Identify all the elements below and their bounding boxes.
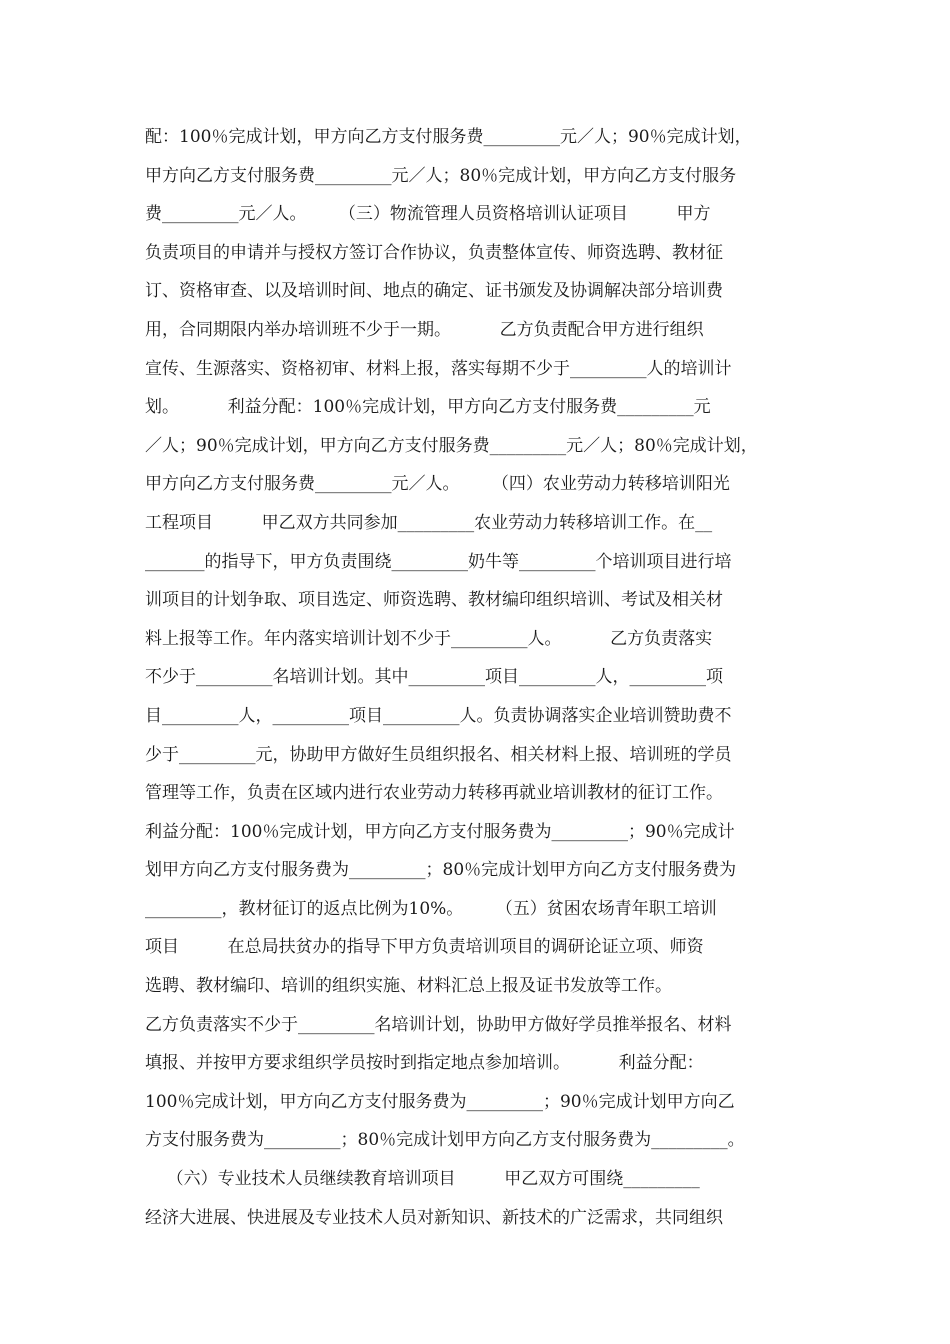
text-line: 用，合同期限内举办培训班不少于一期。 乙方负责配合甲方进行组织 [145,319,704,340]
text-line: ／人；90％完成计划，甲方向乙方支付服务费_________元／人；80％完成计划， [145,435,758,456]
text-line: _________，教材征订的返点比例为10%。 （五）贫困农场青年职工培训 [145,898,717,919]
text-line: 订、资格审查、以及培训时间、地点的确定、证书颁发及协调解决部分培训费 [145,281,723,302]
text-line: 选聘、教材编印、培训的组织实施、材料汇总上报及证书发放等工作。 [145,976,672,997]
contract-body-text [145,118,825,1237]
text-line: 宣传、生源落实、资格初审、材料上报，落实每期不少于_________人的培训计 [145,358,732,379]
text-line: 甲方向乙方支付服务费_________元／人。 （四）农业劳动力转移培训阳光 [145,474,730,495]
text-line: 料上报等工作。年内落实培训计划不少于_________人。 乙方负责落实 [145,628,713,649]
text-line: 甲方向乙方支付服务费_________元／人；80％完成计划，甲方向乙方支付服务 [145,165,737,186]
text-line: 不少于_________名培训计划。其中_________项目_________人，_________项 [145,667,723,688]
text-line: 乙方负责落实不少于_________名培训计划，协助甲方做好学员推举报名、材料 [145,1014,732,1035]
text-line: 训项目的计划争取、项目选定、师资选聘、教材编印组织培训、考试及相关材 [145,590,723,611]
text-line: 方支付服务费为_________；80％完成计划甲方向乙方支付服务费为_________。 [145,1130,745,1151]
text-line: _______的指导下，甲方负责围绕_________奶牛等_________个培训项目进行培 [145,551,732,572]
text-line: 配：100％完成计划，甲方向乙方支付服务费_________元／人；90％完成计划， [145,127,752,147]
text-line: （六）专业技术人员继续教育培训项目 甲乙双方可围绕_________ [145,1169,700,1190]
text-line: 填报、并按甲方要求组织学员按时到指定地点参加培训。 利益分配： [145,1053,704,1074]
text-line: 划。 利益分配：100％完成计划，甲方向乙方支付服务费_________元 [145,397,711,418]
text-line: 100％完成计划，甲方向乙方支付服务费为_________；90％完成计划甲方向乙 [145,1091,735,1112]
text-line: 负责项目的申请并与授权方签订合作协议，负责整体宣传、师资选聘、教材征 [145,242,723,263]
text-line: 利益分配：100％完成计划，甲方向乙方支付服务费为_________；90％完成计 [145,821,735,842]
text-line: 工程项目 甲乙双方共同参加_________农业劳动力转移培训工作。在__ [145,512,713,533]
text-line: 目_________人，_________项目_________人。负责协调落实企业培训赞助费不 [145,705,732,726]
text-line: 少于_________元，协助甲方做好生员组织报名、相关材料上报、培训班的学员 [145,744,732,765]
text-line: 经济大进展、快进展及专业技术人员对新知识、新技术的广泛需求，共同组织 [145,1207,723,1228]
text-line: 费_________元／人。 （三）物流管理人员资格培训认证项目 甲方 [145,204,711,225]
text-line: 管理等工作，负责在区域内进行农业劳动力转移再就业培训教材的征订工作。 [145,783,723,804]
text-line: 划甲方向乙方支付服务费为_________；80％完成计划甲方向乙方支付服务费为 [145,860,737,881]
text-line: 项目 在总局扶贫办的指导下甲方负责培训项目的调研论证立项、师资 [145,937,704,958]
